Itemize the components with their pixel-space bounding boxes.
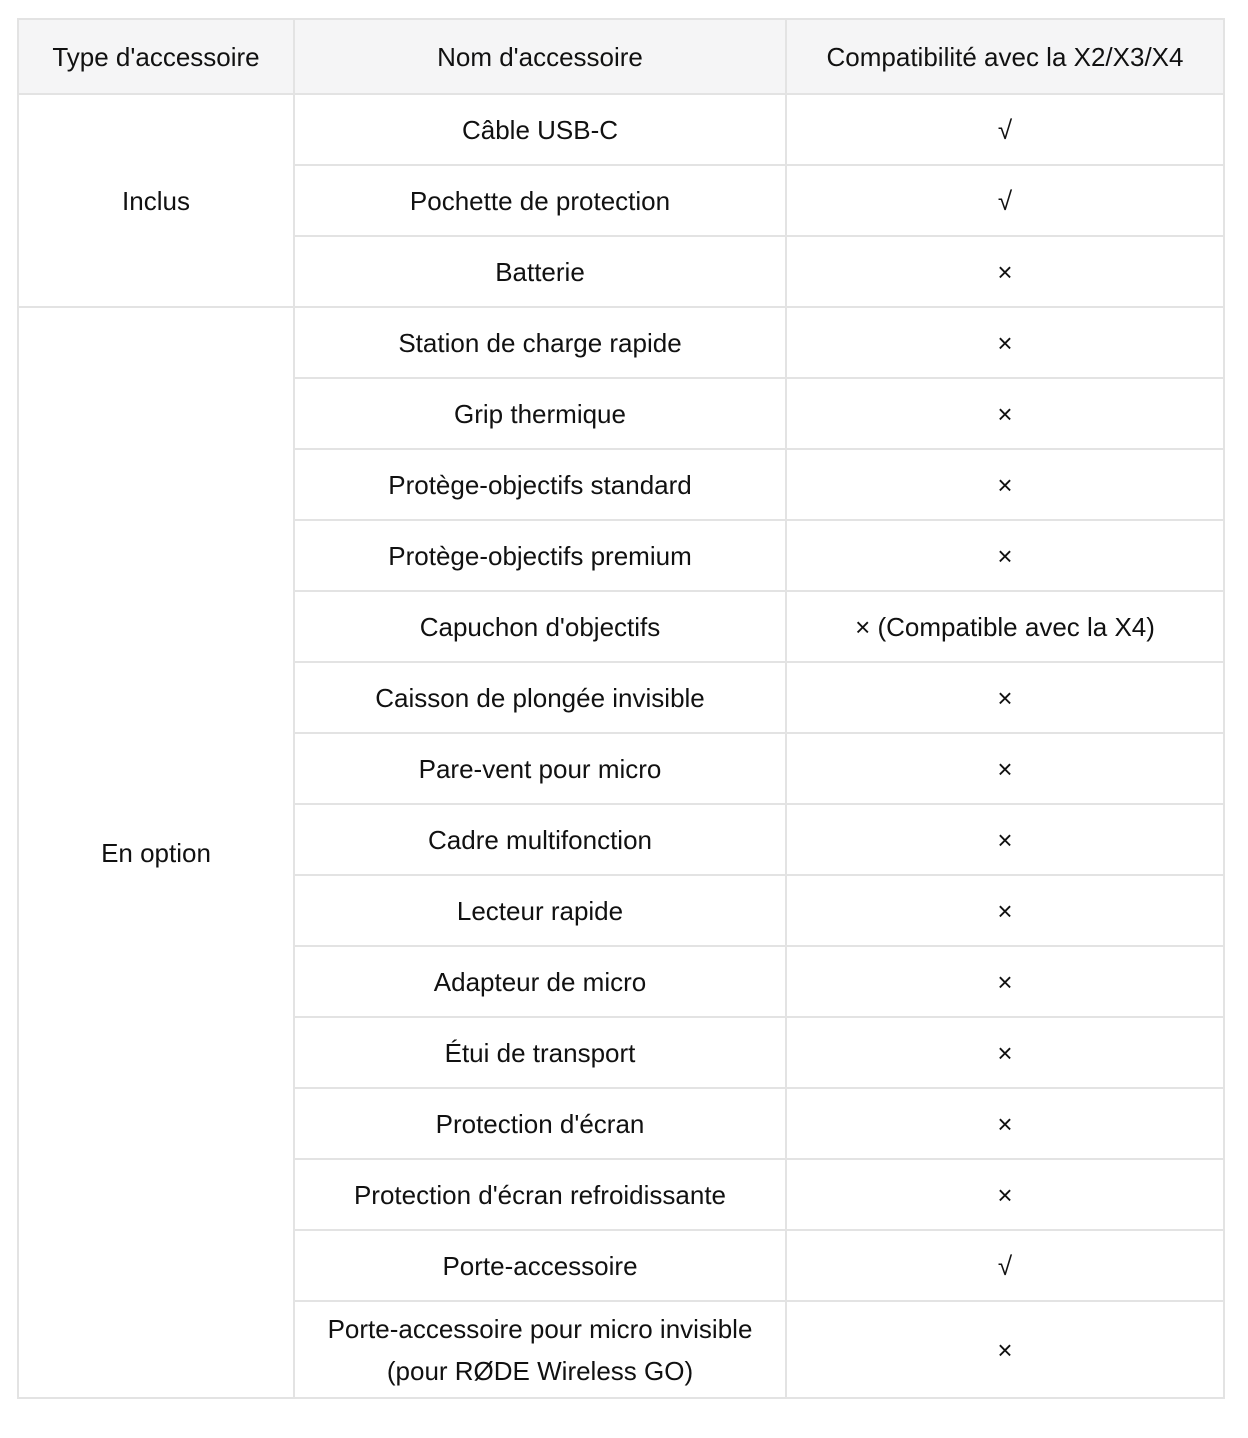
group-type-cell: Inclus	[18, 94, 294, 307]
accessory-name-cell: Cadre multifonction	[294, 804, 786, 875]
compatibility-cell: ×	[786, 733, 1224, 804]
accessory-name-cell: Batterie	[294, 236, 786, 307]
header-accessory-name: Nom d'accessoire	[294, 19, 786, 94]
header-compatibility: Compatibilité avec la X2/X3/X4	[786, 19, 1224, 94]
compatibility-cell: ×	[786, 449, 1224, 520]
accessory-name-cell: Protège-objectifs standard	[294, 449, 786, 520]
compatibility-cell: × (Compatible avec la X4)	[786, 591, 1224, 662]
table-row	[18, 94, 1224, 165]
compatibility-table	[17, 18, 1225, 1399]
accessory-name-cell: Pare-vent pour micro	[294, 733, 786, 804]
compatibility-cell: ×	[786, 307, 1224, 378]
accessory-name-cell: Protection d'écran refroidissante	[294, 1159, 786, 1230]
accessory-name-cell: Étui de transport	[294, 1017, 786, 1088]
compatibility-cell: ×	[786, 520, 1224, 591]
compatibility-cell: ×	[786, 875, 1224, 946]
compatibility-cell: √	[786, 165, 1224, 236]
accessory-name-cell: Capuchon d'objectifs	[294, 591, 786, 662]
compatibility-cell: ×	[786, 236, 1224, 307]
accessory-name-line: Porte-accessoire pour micro invisible	[327, 1313, 753, 1344]
header-accessory-type: Type d'accessoire	[18, 19, 294, 94]
compatibility-cell: √	[786, 94, 1224, 165]
accessory-name-cell: Grip thermique	[294, 378, 786, 449]
compatibility-cell: ×	[786, 378, 1224, 449]
compatibility-cell: ×	[786, 1301, 1224, 1398]
accessory-name-cell: Lecteur rapide	[294, 875, 786, 946]
header-row	[18, 19, 1224, 94]
accessory-name-cell: Adapteur de micro	[294, 946, 786, 1017]
accessory-name-cell	[294, 1301, 786, 1398]
compatibility-table-container	[17, 18, 1225, 1399]
accessory-name-cell: Protège-objectifs premium	[294, 520, 786, 591]
compatibility-cell: ×	[786, 946, 1224, 1017]
accessory-name-cell: Porte-accessoire	[294, 1230, 786, 1301]
accessory-name-cell: Caisson de plongée invisible	[294, 662, 786, 733]
compatibility-cell: ×	[786, 804, 1224, 875]
group-type-cell: En option	[18, 307, 294, 1398]
compatibility-cell: ×	[786, 1088, 1224, 1159]
accessory-name-cell: Pochette de protection	[294, 165, 786, 236]
compatibility-cell: √	[786, 1230, 1224, 1301]
accessory-name-line: (pour RØDE Wireless GO)	[386, 1355, 694, 1386]
accessory-name-cell: Protection d'écran	[294, 1088, 786, 1159]
accessory-name-cell: Câble USB-C	[294, 94, 786, 165]
table-row	[18, 307, 1224, 378]
compatibility-cell: ×	[786, 1159, 1224, 1230]
compatibility-cell: ×	[786, 1017, 1224, 1088]
compatibility-cell: ×	[786, 662, 1224, 733]
accessory-name-cell: Station de charge rapide	[294, 307, 786, 378]
